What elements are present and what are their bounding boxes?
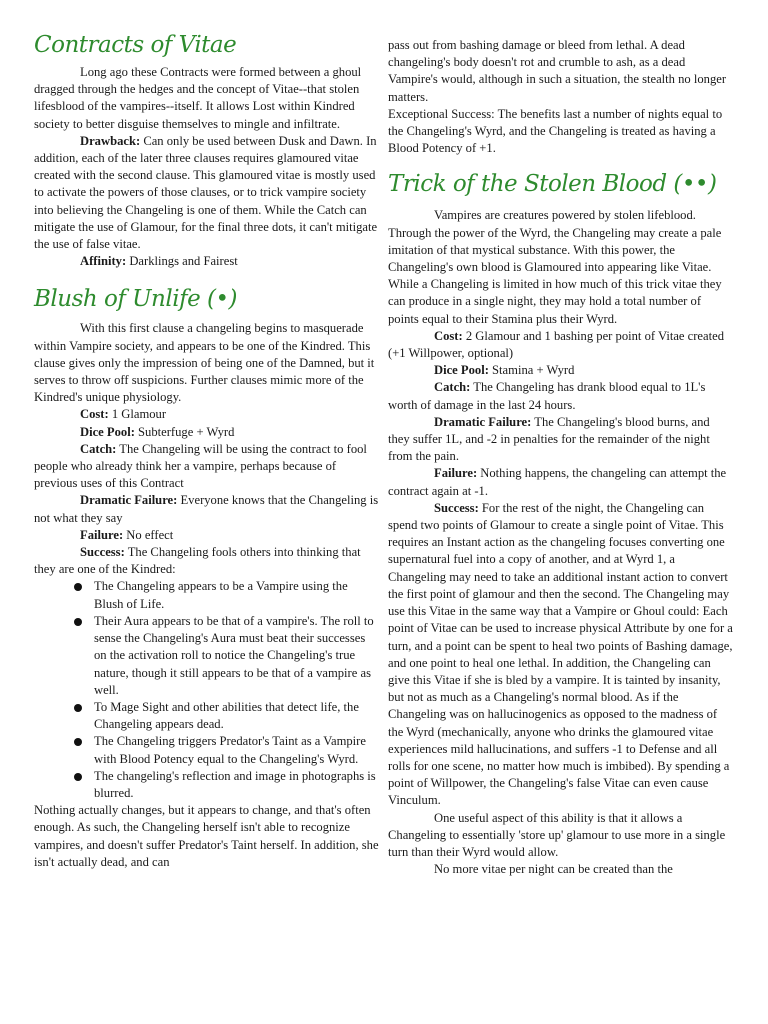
list-item: To Mage Sight and other abilities that detect life, the Changeling appears dead. <box>94 699 379 733</box>
success-bullet-list <box>34 578 379 802</box>
dice-pool-text: Subterfuge + Wyrd <box>134 424 235 439</box>
dice-pool-label: Dice Pool: <box>434 363 489 378</box>
trick-success <box>388 500 734 810</box>
trick-failure <box>388 465 734 499</box>
dice-pool-text: Stamina + Wyrd <box>488 363 575 378</box>
success-label: Success: <box>80 545 125 560</box>
failure-label: Failure: <box>434 466 478 481</box>
drawback-label: Drawback: <box>80 133 141 148</box>
catch-label: Catch: <box>434 380 471 395</box>
affinity-paragraph <box>34 253 379 270</box>
intro-paragraph: Long ago these Contracts were formed between a ghoul dragged through the hedges and the concept of Vitae--that stolen lifesblood of the vampires--itself. It allows Lost within Kindred society to better disguise themselves to mingle and infiltrate. <box>34 65 362 131</box>
blush-dice-pool <box>34 424 379 441</box>
right-column <box>388 37 734 878</box>
cost-label: Cost: <box>80 407 109 422</box>
useful-aspect-paragraph: One useful aspect of this ability is that it allows a Changeling to essentially 'store up' glamour to use more in a single turn than their Wyrd would allow. <box>388 810 726 859</box>
success-text: For the rest of the night, the Changeling can spend two points of Glamour to create a single point of Vitae. This requires an Instant action as the changeling focuses converting one supernatural fuel into a copy of another, and at Wyrd 1, a Changeling may need to take an additional instant action to convert the first point of glamour and then the second. The Changeling may use this Vitae in the same way that a Vampire or Ghoul could: Each point of Vitae can be used to increase physical Attribute by one for a turn, and a point can be spent to heal two points of Bashing damage, and one point to heal one lethal. In addition, the Changeling can give this Vitae if she is bled by a vampire. It is tainted by insanity, but not as much as a Changeling's normal blood. As if the Changeling was on hallucinogenics as opposed to the madness of the Wyrd (mechanically, anyone who drinks the glamoured vitae experiences mild hallucinations, and suffers -1 to Defense and all rolls for one scene, no matter how much is imbibed). By spending a point of Willpower, the Changeling's false Vitae can even cause Vinculum. <box>388 500 733 808</box>
success-text: The Changeling fools others into thinking that they are one of the Kindred: <box>34 545 361 577</box>
blush-catch <box>34 441 379 493</box>
blush-intro-paragraph: With this first clause a changeling begins to masquerade within Vampire society, and appears to be one of the Kindred. This clause gives only the impression of being one of the Damned, but it serves to throw off suspicions. Further clauses mimic more of the Kindred's unique physiology. <box>34 321 375 405</box>
no-more-vitae-paragraph: No more vitae per night can be created than the <box>434 862 673 877</box>
failure-label: Failure: <box>80 527 124 542</box>
trick-dice-pool <box>388 362 734 379</box>
blush-cost <box>34 406 379 423</box>
affinity-label: Affinity: <box>80 254 127 269</box>
list-item: The Changeling triggers Predator's Taint as a Vampire with Blood Potency equal to the Changeling's Wyrd. <box>94 733 379 767</box>
heading-blush-of-unlife: Blush of Unlife (•) <box>34 286 238 313</box>
heading-contracts-of-vitae: Contracts of Vitae <box>34 32 237 58</box>
cost-label: Cost: <box>434 328 463 343</box>
drawback-text: Can only be used between Dusk and Dawn. In addition, each of the later three clauses requires glamoured vitae created with the second clause. This glamoured vitae is mostly used to activate the powers of those clauses, or to trick vampire society into believing the Changeling is one of them. While the Catch can mitigate the use of Glamour, for the final three dots, it can't mitigate the use of false vitae. <box>34 133 378 252</box>
catch-text: The Changeling will be using the contract to fool people who already think her a vampire, perhaps because of previous uses of this Contract <box>34 441 367 491</box>
catch-text: The Changeling has drank blood equal to 1L's worth of damage in the last 24 hours. <box>388 380 706 412</box>
list-item: The Changeling appears to be a Vampire using the Blush of Life. <box>94 578 379 612</box>
failure-text: Nothing happens, the changeling can attempt the contract again at -1. <box>388 466 727 498</box>
cost-text: 2 Glamour and 1 bashing per point of Vitae created (+1 Willpower, optional) <box>388 328 724 361</box>
trick-dramatic-failure <box>388 414 734 466</box>
dramatic-failure-text: The Changeling's blood burns, and they suffer 1L, and -2 in penalties for the remainder of the night from the pain. <box>388 414 710 464</box>
trick-catch <box>388 379 734 413</box>
blush-dramatic-failure <box>34 492 379 526</box>
failure-text: No effect <box>123 527 174 542</box>
blush-failure <box>34 527 379 544</box>
cost-text: 1 Glamour <box>108 407 167 422</box>
trick-intro-paragraph: Vampires are creatures powered by stolen lifeblood. Through the power of the Wyrd, the Changeling may create a pale imitation of that mystical substance. With this power, the Changeling's own blood is Glamoured into appearing like Vitae. While a Changeling is limited in how much of this trick vitae they can produce in a single night, they may hold a total number of points equal to their Stamina plus their Wyrd. <box>388 208 722 326</box>
dramatic-failure-text: Everyone knows that the Changeling is not what they say <box>34 493 379 525</box>
dramatic-failure-label: Dramatic Failure: <box>434 414 532 429</box>
success-label: Success: <box>434 500 479 515</box>
left-column <box>34 30 379 871</box>
blush-success <box>34 544 379 578</box>
heading-trick-of-the-stolen-blood: Trick of the Stolen Blood (••) <box>388 171 717 198</box>
dice-pool-label: Dice Pool: <box>80 424 135 439</box>
continuation-paragraph: pass out from bashing damage or bleed from lethal. A dead changeling's body doesn't rot and crumble to ash, as a dead Vampire's would, although in such a situation, the stealth no longer matters. <box>388 38 727 104</box>
list-item: The changeling's reflection and image in photographs is blurred. <box>94 768 379 802</box>
dramatic-failure-label: Dramatic Failure: <box>80 493 178 508</box>
closing-paragraph: Nothing actually changes, but it appears to change, and that's often enough. As such, the Changeling herself isn't able to recognize vampires, and doesn't suffer Predator's Taint herself. In addition, she isn't actually dead, and can <box>34 803 379 869</box>
exceptional-success-paragraph: Exceptional Success: The benefits last a number of nights equal to the Changeling's Wyrd, and the Changeling is treated as having a Blood Potency of +1. <box>388 106 723 156</box>
catch-label: Catch: <box>80 441 117 456</box>
list-item: Their Aura appears to be that of a vampire's. The roll to sense the Changeling's Aura must beat their successes on the activation roll to notice the Changeling's true nature, though it still appears to be that of a vampire as well. <box>94 613 379 699</box>
drawback-paragraph <box>34 133 379 253</box>
affinity-text: Darklings and Fairest <box>126 254 238 269</box>
trick-cost <box>388 328 734 362</box>
